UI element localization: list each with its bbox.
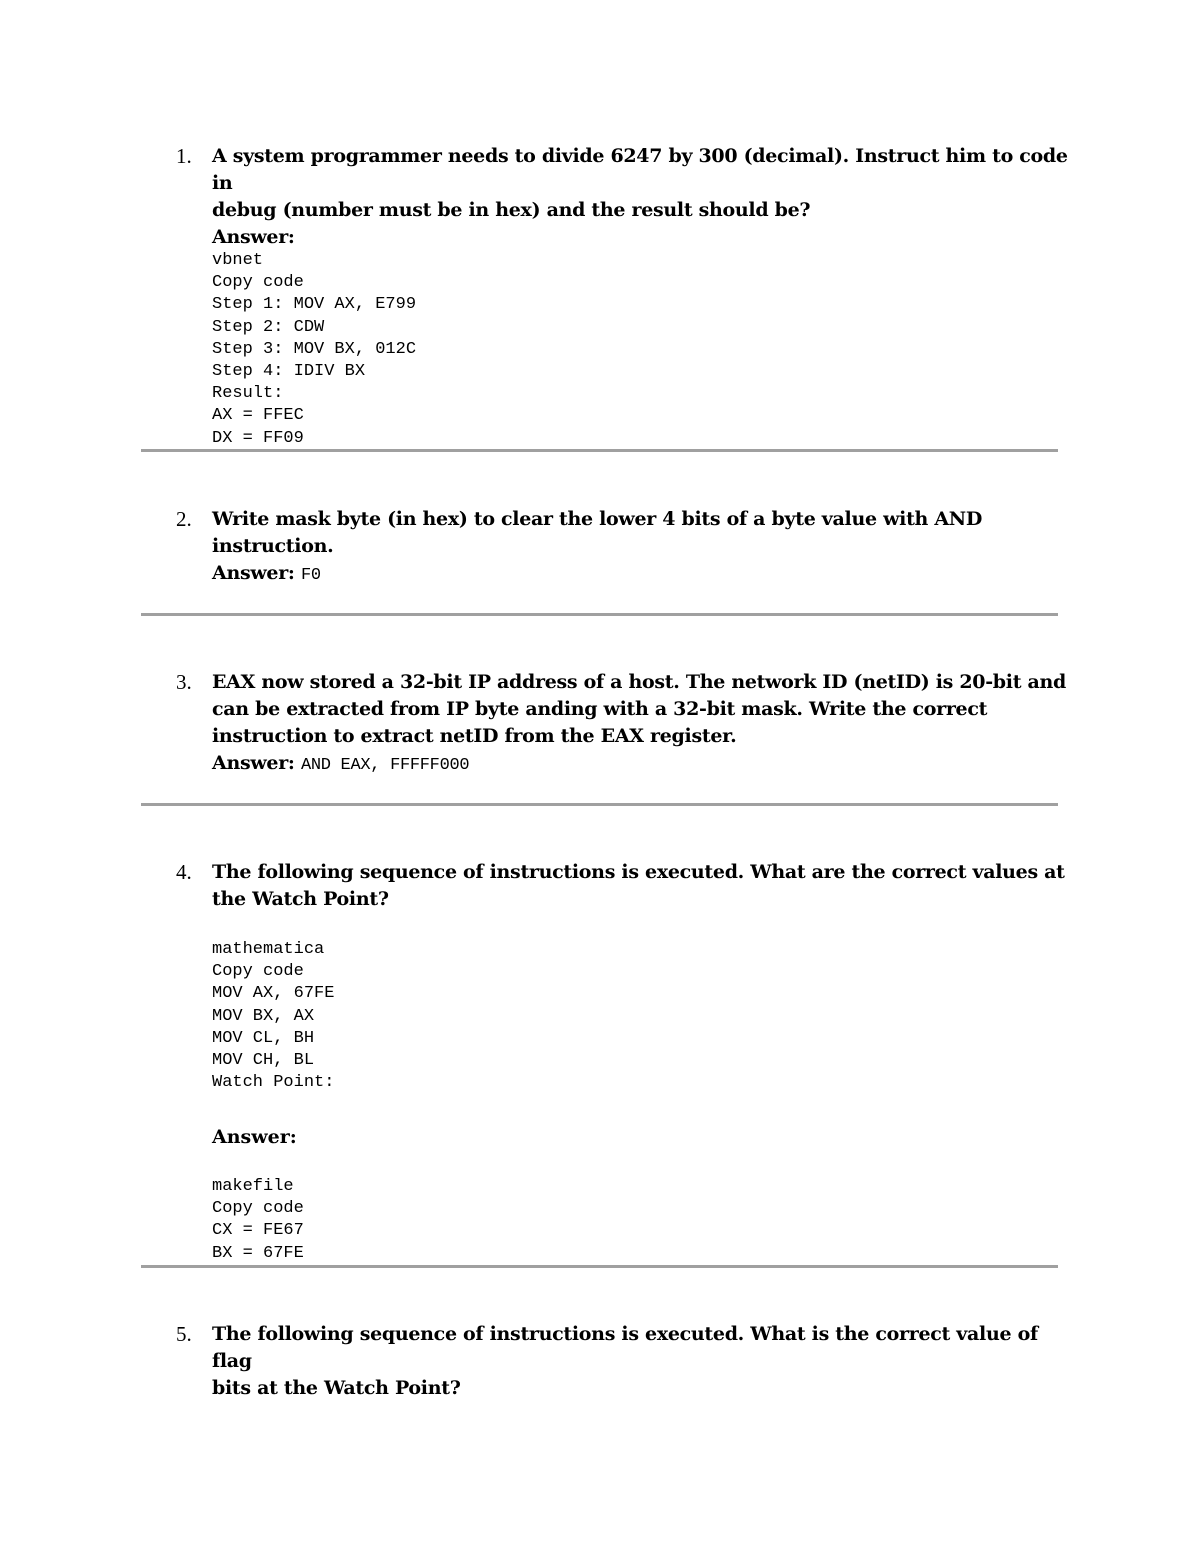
question-line: the Watch Point? xyxy=(212,888,389,910)
question-code-block xyxy=(212,939,334,1094)
answer-code-block xyxy=(212,250,416,450)
code-line: Step 1: MOV AX, E799 xyxy=(212,295,417,315)
code-line: Step 2: CDW xyxy=(212,317,325,337)
question-text xyxy=(212,859,1072,913)
question-line: A system programmer needs to divide 6247 by 300 (decimal). Instruct him to code in xyxy=(212,145,1068,194)
question-text xyxy=(212,669,1072,779)
answer-label: Answer: xyxy=(212,562,295,584)
question-line: can be extracted from IP byte anding with a 32-bit mask. Write the correct xyxy=(212,698,988,720)
code-line: Copy code xyxy=(212,962,304,982)
code-line: makefile xyxy=(212,1177,294,1196)
section-divider xyxy=(141,613,1058,616)
question-number: 2. xyxy=(176,507,192,531)
code-line: mathematica xyxy=(212,940,325,959)
question-text xyxy=(212,506,1072,589)
section-divider xyxy=(141,449,1058,452)
question-number: 1. xyxy=(176,144,192,168)
code-line: Step 4: IDIV BX xyxy=(212,361,366,381)
code-line: Watch Point: xyxy=(212,1073,335,1093)
question-line: EAX now stored a 32-bit IP address of a host. The network ID (netID) is 20-bit and xyxy=(212,671,1067,693)
question-line: instruction. xyxy=(212,535,334,557)
answer-label: Answer: xyxy=(212,226,295,248)
code-line: Step 3: MOV BX, 012C xyxy=(212,339,417,359)
code-line: CX = FE67 xyxy=(212,1221,304,1241)
answer-label: Answer: xyxy=(212,752,295,774)
question-number: 4. xyxy=(176,860,192,884)
question-line: Write mask byte (in hex) to clear the lower 4 bits of a byte value with AND xyxy=(212,508,983,530)
answer-row xyxy=(212,560,1072,589)
answer-code-block xyxy=(212,1176,304,1265)
question-line: debug (number must be in hex) and the result should be? xyxy=(212,199,811,221)
code-line: MOV CL, BH xyxy=(212,1028,315,1048)
question-number: 5. xyxy=(176,1322,192,1346)
question-line: instruction to extract netID from the EAX register. xyxy=(212,725,737,747)
question-text xyxy=(212,143,1072,251)
code-line: DX = FF09 xyxy=(212,428,304,448)
code-line: AX = FFEC xyxy=(212,406,304,426)
code-line: BX = 67FE xyxy=(212,1243,304,1263)
code-line: MOV BX, AX xyxy=(212,1006,315,1026)
code-line: MOV AX, 67FE xyxy=(212,984,335,1004)
answer-row xyxy=(212,750,1072,779)
section-divider xyxy=(141,803,1058,806)
question-line: The following sequence of instructions is executed. What are the correct values at xyxy=(212,861,1065,883)
question-line: bits at the Watch Point? xyxy=(212,1377,461,1399)
code-line: Copy code xyxy=(212,273,304,293)
question-text xyxy=(212,1321,1072,1402)
code-line: MOV CH, BL xyxy=(212,1050,315,1070)
answer-label: Answer: xyxy=(212,1126,297,1148)
code-line: Result: xyxy=(212,384,284,404)
section-divider xyxy=(141,1265,1058,1268)
question-number: 3. xyxy=(176,670,192,694)
question-line: The following sequence of instructions is executed. What is the correct value of flag xyxy=(212,1323,1038,1372)
answer-value: F0 xyxy=(300,566,321,585)
code-line: vbnet xyxy=(212,251,264,270)
code-line: Copy code xyxy=(212,1199,304,1219)
answer-value: AND EAX, FFFFF000 xyxy=(300,756,470,775)
